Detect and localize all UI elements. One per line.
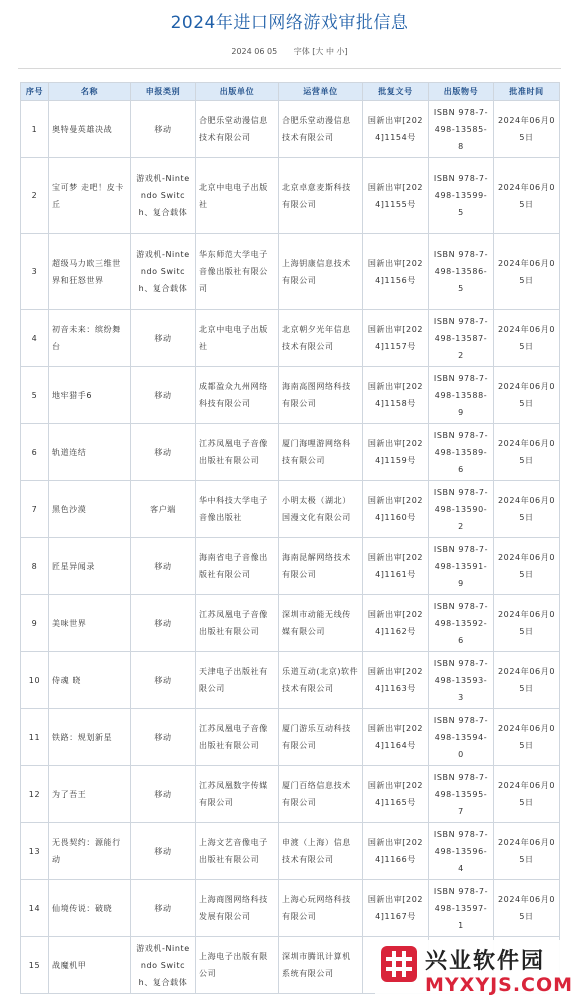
approval-table — [20, 82, 560, 994]
table-row — [21, 101, 560, 158]
cell-approval-date: 2024年06月05日 — [494, 880, 560, 937]
table-row — [21, 595, 560, 652]
cell-publisher: 合肥乐堂动漫信息技术有限公司 — [196, 101, 279, 158]
cell-isbn: ISBN 978-7-498-13592-6 — [429, 595, 494, 652]
cell-category: 移动 — [131, 880, 196, 937]
table-row — [21, 880, 560, 937]
page-title: 2024年进口网络游戏审批信息 — [170, 13, 409, 33]
cell-publisher: 成都盈众九州网络科技有限公司 — [196, 367, 279, 424]
table-row — [21, 310, 560, 367]
cell-approval-date: 2024年06月05日 — [494, 158, 560, 234]
cell-approval-date: 2024年06月05日 — [494, 367, 560, 424]
cell-name: 轨道连结 — [49, 424, 131, 481]
cell-category: 移动 — [131, 310, 196, 367]
cell-approval-number: 国新出审[2024]1166号 — [363, 823, 429, 880]
cell-name: 为了吾王 — [49, 766, 131, 823]
cell-approval-number: 国新出审[2024]1162号 — [363, 595, 429, 652]
cell-index: 4 — [21, 310, 49, 367]
cell-index: 8 — [21, 538, 49, 595]
header-isbn: 出版物号 — [429, 83, 494, 101]
cell-index: 5 — [21, 367, 49, 424]
cell-operator: 海南昆解网络技术有限公司 — [279, 538, 363, 595]
cell-operator: 北京朝夕光年信息技术有限公司 — [279, 310, 363, 367]
cell-name: 宝可梦 走吧！皮卡丘 — [49, 158, 131, 234]
cell-category: 移动 — [131, 766, 196, 823]
cell-publisher: 上海电子出版有限公司 — [196, 937, 279, 994]
cell-category: 移动 — [131, 424, 196, 481]
cell-approval-date: 2024年06月05日 — [494, 709, 560, 766]
cell-name: 初音未来：缤纷舞台 — [49, 310, 131, 367]
cell-operator: 北京卓意麦斯科技有限公司 — [279, 158, 363, 234]
cell-approval-date: 2024年06月05日 — [494, 652, 560, 709]
cell-approval-number: 国新出审[2024]1160号 — [363, 481, 429, 538]
cell-category: 游戏机-Nintendo Switch、复合载体 — [131, 234, 196, 310]
page-meta — [0, 46, 579, 57]
cell-isbn: ISBN 978-7-498-13585-8 — [429, 101, 494, 158]
cell-operator: 深圳市腾讯计算机系统有限公司 — [279, 937, 363, 994]
cell-approval-number: 国新出审[2024]1155号 — [363, 158, 429, 234]
cell-publisher: 北京中电电子出版社 — [196, 158, 279, 234]
cell-publisher: 江苏凤凰电子音像出版社有限公司 — [196, 424, 279, 481]
cell-category: 移动 — [131, 367, 196, 424]
cell-index: 15 — [21, 937, 49, 994]
table-row — [21, 158, 560, 234]
cell-index: 10 — [21, 652, 49, 709]
cell-operator: 合肥乐堂动漫信息技术有限公司 — [279, 101, 363, 158]
header-approval-number: 批复文号 — [363, 83, 429, 101]
cell-publisher: 江苏凤凰电子音像出版社有限公司 — [196, 595, 279, 652]
cell-index: 7 — [21, 481, 49, 538]
cell-index: 2 — [21, 158, 49, 234]
cell-isbn: ISBN 978-7-498-13596-4 — [429, 823, 494, 880]
watermark-url: MYXYJS.COM — [425, 974, 574, 996]
cell-index: 11 — [21, 709, 49, 766]
cell-name: 无畏契约：源能行动 — [49, 823, 131, 880]
table-row — [21, 652, 560, 709]
hash-logo-icon — [381, 946, 417, 982]
cell-approval-date: 2024年06月05日 — [494, 538, 560, 595]
header-category: 申报类别 — [131, 83, 196, 101]
cell-approval-number: 国新出审[2024]1163号 — [363, 652, 429, 709]
header-approval-date: 批准时间 — [494, 83, 560, 101]
cell-publisher: 海南省电子音像出版社有限公司 — [196, 538, 279, 595]
cell-index: 14 — [21, 880, 49, 937]
cell-category: 游戏机-Nintendo Switch、复合载体 — [131, 937, 196, 994]
title-divider — [18, 68, 561, 69]
cell-publisher: 江苏凤凰电子音像出版社有限公司 — [196, 709, 279, 766]
header-index: 序号 — [21, 83, 49, 101]
cell-name: 仙境传说：破晓 — [49, 880, 131, 937]
table-body — [21, 101, 560, 994]
cell-publisher: 上海商图网络科技发展有限公司 — [196, 880, 279, 937]
cell-publisher: 北京中电电子出版社 — [196, 310, 279, 367]
cell-approval-date: 2024年06月05日 — [494, 766, 560, 823]
cell-approval-number: 国新出审[2024]1167号 — [363, 880, 429, 937]
cell-publisher: 华东师范大学电子音像出版社有限公司 — [196, 234, 279, 310]
header-publisher: 出版单位 — [196, 83, 279, 101]
cell-index: 3 — [21, 234, 49, 310]
cell-operator: 上海心玩网络科技有限公司 — [279, 880, 363, 937]
cell-approval-date: 2024年06月05日 — [494, 234, 560, 310]
cell-isbn: ISBN 978-7-498-13589-6 — [429, 424, 494, 481]
cell-isbn: ISBN 978-7-498-13591-9 — [429, 538, 494, 595]
cell-approval-number: 国新出审[2024]1154号 — [363, 101, 429, 158]
cell-publisher: 上海文艺音像电子出版社有限公司 — [196, 823, 279, 880]
cell-name: 战魔机甲 — [49, 937, 131, 994]
cell-approval-number: 国新出审[2024]1164号 — [363, 709, 429, 766]
cell-operator: 厦门百络信息技术有限公司 — [279, 766, 363, 823]
cell-name: 地牢猎手6 — [49, 367, 131, 424]
cell-isbn: ISBN 978-7-498-13590-2 — [429, 481, 494, 538]
cell-approval-number: 国新出审[2024]1158号 — [363, 367, 429, 424]
cell-index: 9 — [21, 595, 49, 652]
cell-isbn: ISBN 978-7-498-13588-9 — [429, 367, 494, 424]
cell-isbn: ISBN 978-7-498-13593-3 — [429, 652, 494, 709]
table-row — [21, 481, 560, 538]
cell-operator: 申渡（上海）信息技术有限公司 — [279, 823, 363, 880]
table-row — [21, 424, 560, 481]
watermark-name: 兴业软件园 — [425, 949, 546, 974]
table-header-row — [21, 83, 560, 101]
cell-publisher: 天津电子出版社有限公司 — [196, 652, 279, 709]
cell-isbn: ISBN 978-7-498-13595-7 — [429, 766, 494, 823]
cell-approval-number: 国新出审[2024]1161号 — [363, 538, 429, 595]
cell-category: 移动 — [131, 101, 196, 158]
cell-operator: 海南高图网络科技有限公司 — [279, 367, 363, 424]
cell-index: 13 — [21, 823, 49, 880]
cell-approval-date: 2024年06月05日 — [494, 101, 560, 158]
table-row — [21, 709, 560, 766]
cell-isbn: ISBN 978-7-498-13599-5 — [429, 158, 494, 234]
cell-isbn: ISBN 978-7-498-13597-1 — [429, 880, 494, 937]
cell-approval-date: 2024年06月05日 — [494, 481, 560, 538]
site-watermark — [375, 940, 579, 1005]
cell-publisher: 江苏凤凰数字传媒有限公司 — [196, 766, 279, 823]
cell-operator: 小明太极（湖北）国漫文化有限公司 — [279, 481, 363, 538]
cell-approval-number: 国新出审[2024]1165号 — [363, 766, 429, 823]
cell-index: 1 — [21, 101, 49, 158]
cell-name: 奥特曼英雄决战 — [49, 101, 131, 158]
cell-name: 黑色沙漠 — [49, 481, 131, 538]
cell-index: 12 — [21, 766, 49, 823]
cell-isbn: ISBN 978-7-498-13586-5 — [429, 234, 494, 310]
cell-operator: 深圳市动能无线传媒有限公司 — [279, 595, 363, 652]
cell-approval-number: 国新出审[2024]1157号 — [363, 310, 429, 367]
cell-operator: 上海钥康信息技术有限公司 — [279, 234, 363, 310]
cell-name: 匠星异闻录 — [49, 538, 131, 595]
font-size-selector[interactable]: 字体 [大 中 小] — [293, 47, 348, 56]
cell-category: 移动 — [131, 652, 196, 709]
table-row — [21, 538, 560, 595]
cell-name: 超级马力欧三维世界和狂怒世界 — [49, 234, 131, 310]
table-row — [21, 367, 560, 424]
header-operator: 运营单位 — [279, 83, 363, 101]
table-row — [21, 766, 560, 823]
cell-category: 移动 — [131, 538, 196, 595]
cell-approval-number: 国新出审[2024]1156号 — [363, 234, 429, 310]
table-row — [21, 234, 560, 310]
cell-name: 侍魂 晓 — [49, 652, 131, 709]
cell-category: 移动 — [131, 709, 196, 766]
cell-name: 美味世界 — [49, 595, 131, 652]
cell-approval-date: 2024年06月05日 — [494, 310, 560, 367]
cell-index: 6 — [21, 424, 49, 481]
cell-approval-date: 2024年06月05日 — [494, 595, 560, 652]
cell-category: 游戏机-Nintendo Switch、复合载体 — [131, 158, 196, 234]
cell-isbn: ISBN 978-7-498-13587-2 — [429, 310, 494, 367]
cell-category: 客户端 — [131, 481, 196, 538]
cell-approval-number: 国新出审[2024]1159号 — [363, 424, 429, 481]
cell-publisher: 华中科技大学电子音像出版社 — [196, 481, 279, 538]
publish-date: 2024 06 05 — [231, 47, 278, 56]
table-row — [21, 823, 560, 880]
cell-approval-date: 2024年06月05日 — [494, 823, 560, 880]
cell-category: 移动 — [131, 595, 196, 652]
cell-category: 移动 — [131, 823, 196, 880]
header-name: 名称 — [49, 83, 131, 101]
cell-operator: 厦门海哩游网络科技有限公司 — [279, 424, 363, 481]
cell-isbn: ISBN 978-7-498-13594-0 — [429, 709, 494, 766]
cell-operator: 乐道互动(北京)软件技术有限公司 — [279, 652, 363, 709]
cell-approval-date: 2024年06月05日 — [494, 424, 560, 481]
cell-name: 铁路：规划新星 — [49, 709, 131, 766]
cell-operator: 厦门游乐互动科技有限公司 — [279, 709, 363, 766]
